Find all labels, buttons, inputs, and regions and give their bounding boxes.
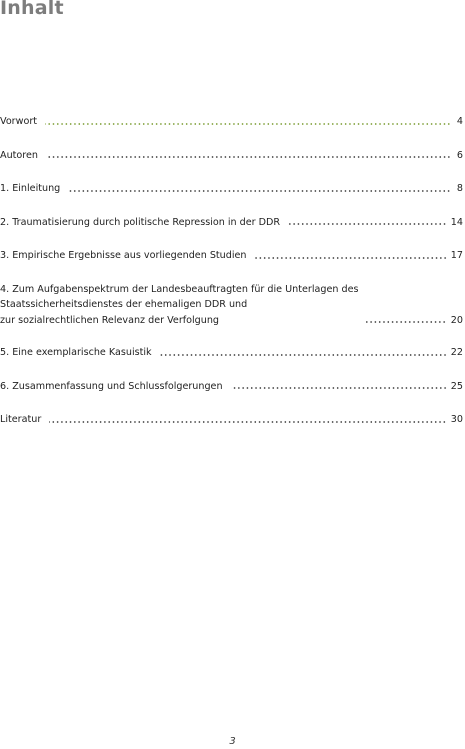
- toc-entry-vorwort[interactable]: [0, 114, 465, 130]
- dot-leader: [231, 386, 447, 390]
- toc-entry-title: Vorwort: [0, 116, 38, 127]
- toc-entry-title: 3. Empirische Ergebnisse aus vorliegenden Studien: [0, 250, 247, 261]
- dot-leader: [160, 353, 447, 357]
- table-of-contents: [0, 114, 465, 446]
- dot-leader: [288, 222, 447, 226]
- toc-entry-title: 6. Zusammenfassung und Schlussfolgerungen: [0, 380, 223, 392]
- page-number: 3: [229, 736, 236, 747]
- toc-entry-page: 14: [450, 216, 463, 228]
- toc-entry-title: [0, 282, 358, 329]
- toc-entry-title-line: Staatssicherheitsdienstes der ehemaligen DDR und: [0, 299, 248, 310]
- dot-leader: [255, 256, 447, 260]
- toc-entry-page: 25: [450, 380, 463, 392]
- toc-entry-page: 8: [456, 183, 463, 194]
- toc-entry-title-line: zur sozialrechtlichen Relevanz der Verfolgung: [0, 314, 220, 326]
- toc-entry-title-line: 4. Zum Aufgabenspektrum der Landesbeauftragten für die Unterlagen des: [0, 283, 359, 295]
- toc-entry-title: Literatur: [0, 414, 42, 425]
- toc-entry-zusammenfassung[interactable]: [0, 379, 465, 395]
- toc-entry-page: 30: [450, 414, 463, 425]
- dot-leader: [49, 420, 446, 424]
- toc-entry-traumatisierung[interactable]: [0, 215, 465, 231]
- toc-entry-title: Autoren: [0, 149, 38, 161]
- toc-entry-title: 5. Eine exemplarische Kasuistik: [0, 347, 152, 358]
- toc-entry-literatur[interactable]: [0, 412, 465, 428]
- toc-entry-page: 17: [450, 250, 463, 261]
- dot-leader: [68, 189, 451, 193]
- toc-entry-page: 6: [456, 149, 463, 161]
- toc-entry-page: 22: [450, 347, 463, 358]
- toc-entry-title: 1. Einleitung: [0, 183, 61, 194]
- dot-leader: [45, 122, 451, 126]
- toc-entry-page: 20: [450, 314, 463, 326]
- toc-entry-page: 4: [456, 116, 463, 127]
- dot-leader: [46, 155, 451, 159]
- toc-entry-empirische-ergebnisse[interactable]: [0, 248, 465, 264]
- toc-entry-einleitung[interactable]: [0, 181, 465, 197]
- toc-entry-kasuistik[interactable]: [0, 345, 465, 361]
- page-title: Inhalt: [0, 0, 64, 19]
- toc-entry-title: 2. Traumatisierung durch politische Repression in der DDR: [0, 216, 281, 228]
- dot-leader: [366, 320, 446, 324]
- toc-entry-aufgabenspektrum[interactable]: [0, 282, 465, 329]
- toc-entry-autoren[interactable]: [0, 148, 465, 164]
